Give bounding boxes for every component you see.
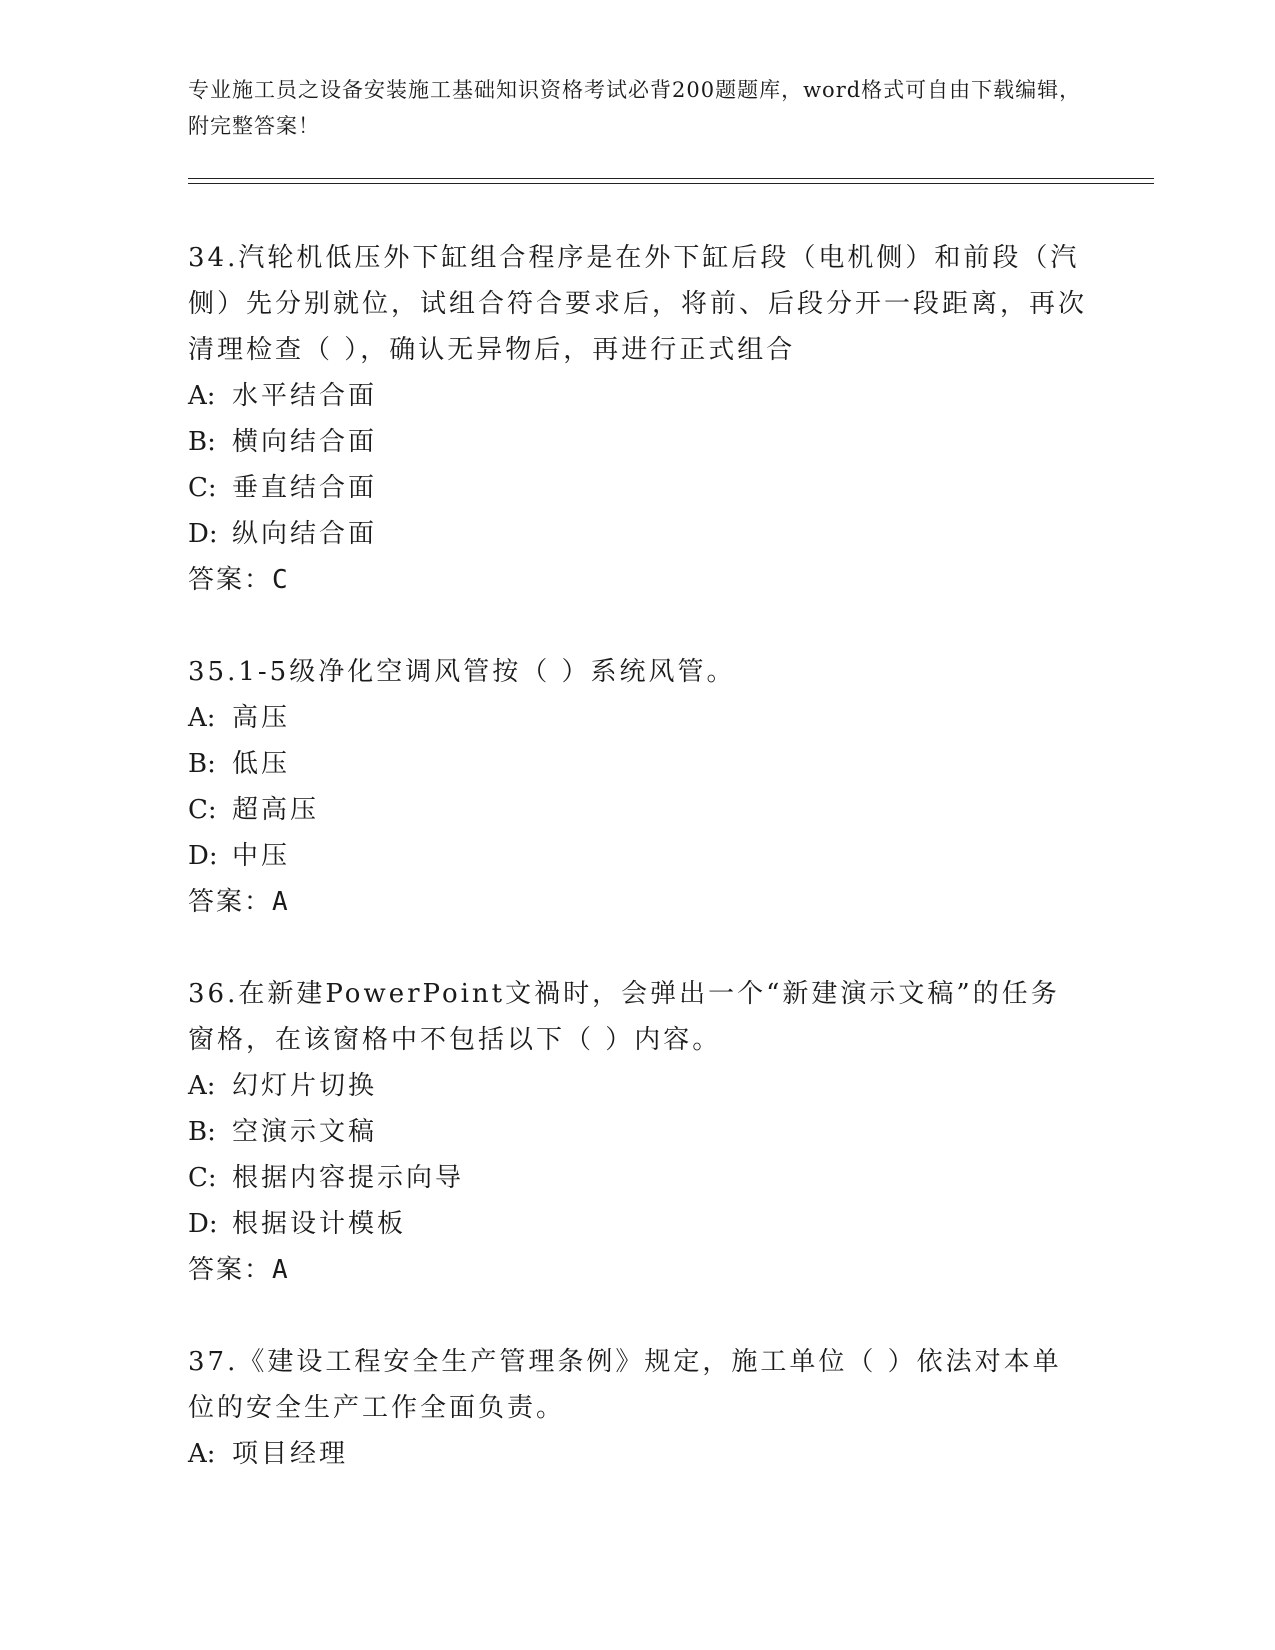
header-divider-bottom (188, 183, 1154, 184)
question-item (188, 649, 1088, 925)
answer-line (188, 1247, 1088, 1293)
option-key: B: (188, 749, 216, 779)
option-text: 高压 (232, 703, 291, 733)
option-key: D: (188, 841, 218, 871)
option-text: 项目经理 (232, 1439, 349, 1469)
option-text: 横向结合面 (232, 427, 378, 457)
answer-value: C (272, 565, 288, 595)
option-key: C: (188, 473, 217, 503)
option-a (188, 1063, 1088, 1109)
option-key: C: (188, 1163, 217, 1193)
option-d (188, 1201, 1088, 1247)
option-text: 中压 (232, 841, 291, 871)
option-c (188, 787, 1088, 833)
header-divider-top (188, 178, 1154, 179)
option-c (188, 1155, 1088, 1201)
option-key: D: (188, 1209, 218, 1239)
option-text: 根据内容提示向导 (232, 1163, 465, 1193)
question-text: 37.《建设工程安全生产管理条例》规定，施工单位（ ）依法对本单位的安全生产工作全面负责。 (188, 1347, 1062, 1423)
option-a (188, 1431, 1088, 1477)
option-key: A: (188, 703, 216, 733)
answer-line (188, 557, 1088, 603)
answer-label: 答案： (188, 887, 273, 917)
question-item (188, 971, 1088, 1293)
header-title: 专业施工员之设备安装施工基础知识资格考试必背200题题库，word格式可自由下载编辑，附完整答案！ (188, 78, 1082, 138)
option-key: B: (188, 1117, 216, 1147)
option-key: A: (188, 1071, 216, 1101)
option-text: 低压 (232, 749, 291, 779)
question-item (188, 1339, 1088, 1477)
option-a (188, 695, 1088, 741)
option-d (188, 511, 1088, 557)
option-key: D: (188, 519, 218, 549)
option-d (188, 833, 1088, 879)
option-b (188, 741, 1088, 787)
question-text: 34.汽轮机低压外下缸组合程序是在外下缸后段（电机侧）和前段（汽侧）先分别就位，试组合符合要求后，将前、后段分开一段距离，再次清理检查（ ），确认无异物后，再进行正式组合 (188, 243, 1088, 365)
question-text: 35.1-5级净化空调风管按（ ）系统风管。 (188, 657, 736, 687)
option-key: A: (188, 381, 216, 411)
answer-value: A (272, 887, 288, 917)
document-header (188, 72, 1088, 144)
option-b (188, 1109, 1088, 1155)
option-b (188, 419, 1088, 465)
option-text: 垂直结合面 (232, 473, 378, 503)
option-text: 超高压 (232, 795, 320, 825)
question-list (188, 235, 1088, 1523)
option-a (188, 373, 1088, 419)
question-text: 36.在新建PowerPoint文禍时，会弹出一个“新建演示文稿”的任务窗格，在该窗格中不包括以下（ ）内容。 (188, 979, 1060, 1055)
option-key: A: (188, 1439, 216, 1469)
option-text: 根据设计模板 (232, 1209, 407, 1239)
answer-line (188, 879, 1088, 925)
answer-label: 答案： (188, 1255, 273, 1285)
option-key: B: (188, 427, 216, 457)
answer-value: A (272, 1255, 288, 1285)
option-text: 空演示文稿 (232, 1117, 378, 1147)
option-text: 纵向结合面 (232, 519, 378, 549)
option-c (188, 465, 1088, 511)
option-text: 幻灯片切换 (232, 1071, 378, 1101)
option-text: 水平结合面 (232, 381, 378, 411)
option-key: C: (188, 795, 217, 825)
answer-label: 答案： (188, 565, 273, 595)
question-item (188, 235, 1088, 603)
